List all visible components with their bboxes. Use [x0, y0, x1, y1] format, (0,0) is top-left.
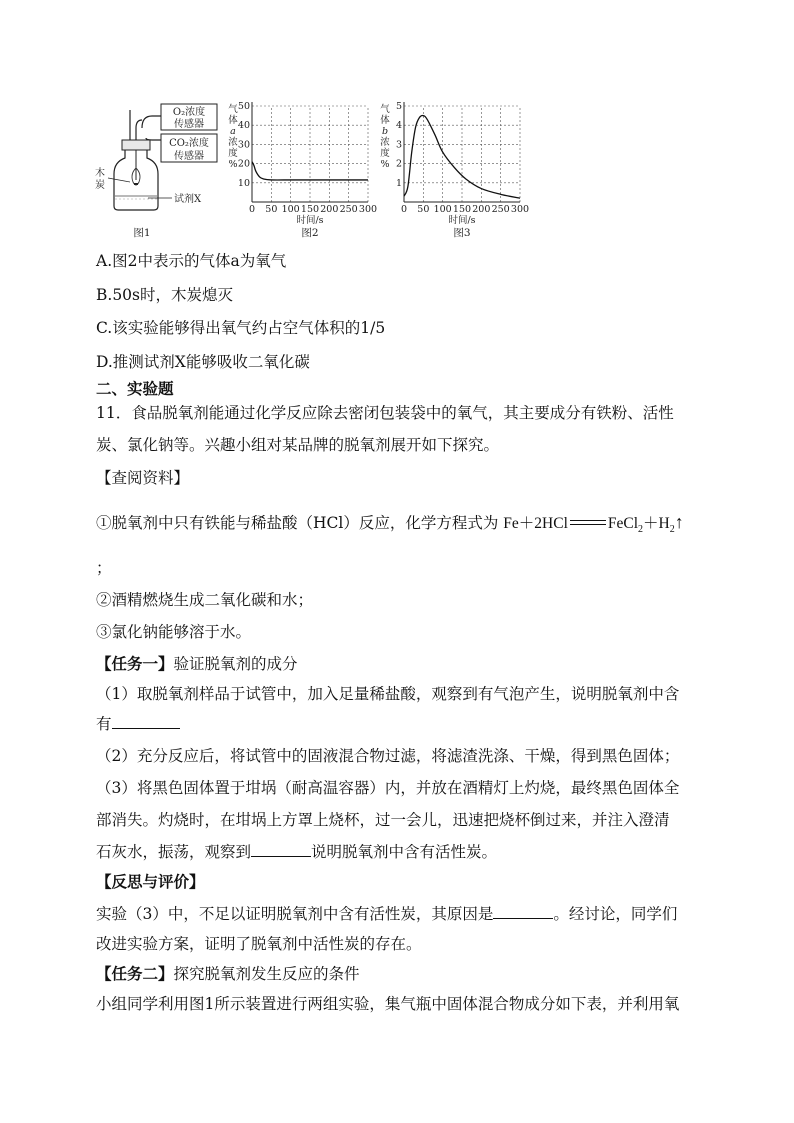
chart3-x-tick-label: 0 — [400, 204, 408, 215]
answer-blank-3[interactable] — [493, 904, 553, 919]
info-item-1-end: ； — [96, 559, 112, 577]
chart2-y-tick-label: 30 — [237, 139, 250, 151]
chart3-x-tick-label: 300 — [510, 204, 530, 215]
info-item-2: ②酒精燃烧生成二氧化碳和水； — [96, 591, 314, 609]
reagent-x-label: 试剂X — [174, 194, 202, 205]
task-1-tag: 【任务一】 — [96, 654, 174, 673]
figure-2-chart — [228, 101, 377, 239]
chart3-x-tick-label: 150 — [452, 204, 472, 215]
info-heading: 【查阅资料】 — [96, 469, 190, 487]
chart2-y-label-char: 度 — [228, 148, 238, 159]
option-c[interactable]: C.该实验能够得出氧气约占空气体积的1/5 — [96, 319, 386, 337]
chart3-y-tick-label: 4 — [395, 120, 402, 132]
equation-sub-2: 2 — [669, 524, 675, 536]
chart3-y-label-char: 气 — [380, 104, 390, 115]
chart3-y-label-char: 浓 — [380, 137, 390, 148]
option-d[interactable]: D.推测试剂X能够吸收二氧化碳 — [96, 353, 310, 371]
reflect-heading: 【反思与评价】 — [96, 872, 205, 891]
step-3-line-3 — [96, 842, 497, 862]
charcoal-label-2: 炭 — [95, 180, 105, 191]
chart3-x-tick-label: 50 — [417, 204, 430, 215]
option-a[interactable]: A.图2中表示的气体a为氧气 — [96, 252, 287, 270]
equation-product-1: FeCl — [607, 515, 639, 532]
gas-arrow-icon: ↑ — [674, 512, 684, 532]
chart2-y-tick-label: 40 — [237, 120, 250, 132]
task-2-heading — [96, 964, 360, 984]
chart2-y-label-char: 气 — [228, 104, 238, 115]
co2-sensor-label-1: CO₂浓度 — [169, 138, 209, 149]
chart3-y-tick-label: 2 — [395, 158, 402, 170]
task-2-title: 探究脱氧剂发生反应的条件 — [173, 965, 360, 983]
chart2-y-label-char: 体 — [228, 115, 238, 126]
figure-3-chart — [380, 101, 529, 239]
chart2-y-label-char: 浓 — [228, 137, 238, 148]
equation-product-2: ＋H — [643, 515, 670, 532]
chart2-y-tick-label: 50 — [237, 101, 250, 112]
task-1-title: 验证脱氧剂的成分 — [173, 655, 298, 673]
step-1-line-1: （1）取脱氧剂样品于试管中，加入足量稀盐酸，观察到有气泡产生，说明脱氧剂中含 — [96, 685, 680, 703]
equation-equals — [570, 520, 606, 525]
chart2-y-tick-label: 20 — [237, 158, 250, 170]
reflect-line-1 — [96, 904, 677, 924]
info-item-3: ③氯化钠能够溶于水。 — [96, 623, 252, 641]
chart2-caption: 图2 — [301, 227, 319, 239]
task-1-heading — [96, 654, 298, 674]
chart2-x-tick-label: 150 — [300, 204, 320, 215]
chart2-x-tick-label: 200 — [320, 204, 339, 215]
chart3-x-label: 时间/s — [448, 215, 476, 226]
chart3-y-tick-label: 5 — [395, 101, 402, 112]
option-b[interactable]: B.50s时，木炭熄灭 — [96, 286, 233, 304]
step-3-line-1: （3）将黑色固体置于坩埚（耐高温容器）内，并放在酒精灯上灼烧，最终黑色固体全 — [96, 779, 680, 797]
chart2-x-tick-label: 100 — [281, 204, 300, 215]
chart3-y-label-char: 度 — [380, 148, 390, 159]
chart3-y-label-char: b — [381, 126, 389, 137]
step-1-prefix: 有 — [96, 715, 112, 733]
chart3-x-tick-label: 250 — [491, 204, 510, 215]
chart2-y-tick-label: 10 — [237, 177, 250, 189]
q11-intro-2: 炭、氯化钠等。兴趣小组对某品牌的脱氧剂展开如下探究。 — [96, 436, 500, 454]
chart3-caption: 图3 — [453, 227, 471, 239]
reflect-text-b: 。经讨论，同学们 — [553, 905, 678, 923]
step-3-text-b: 说明脱氧剂中含有活性炭。 — [311, 843, 498, 861]
q11-intro-1: 11．食品脱氧剂能通过化学反应除去密闭包装袋中的氧气，其主要成分有铁粉、活性 — [96, 404, 674, 422]
task-2-line-1: 小组同学利用图1所示装置进行两组实验，集气瓶中固体混合物成分如下表，并利用氧 — [96, 995, 680, 1013]
equation-reactants: Fe＋2HCl — [503, 515, 568, 532]
chart2-x-tick-label: 300 — [358, 204, 378, 215]
figure-row — [90, 98, 530, 240]
chemical-equation — [503, 512, 684, 536]
info-item-1 — [96, 512, 684, 540]
step-1-line-2 — [96, 714, 180, 734]
equation-sub-1: 2 — [638, 524, 644, 536]
chart3-y-label-char: % — [380, 159, 390, 170]
reflect-line-2: 改进实验方案，证明了脱氧剂中活性炭的存在。 — [96, 935, 422, 953]
step-2: （2）充分反应后，将试管中的固液混合物过滤，将滤渣洗涤、干燥，得到黑色固体； — [96, 747, 680, 765]
o2-sensor-label-1: O₂浓度 — [172, 107, 206, 118]
chart3-y-tick-label: 1 — [395, 177, 402, 189]
task-2-tag: 【任务二】 — [96, 964, 174, 983]
answer-blank-2[interactable] — [251, 842, 311, 857]
o2-sensor-label-2: 传感器 — [174, 119, 204, 130]
reflect-text-a: 实验（3）中，不足以证明脱氧剂中含有活性炭，其原因是 — [96, 905, 494, 923]
chart3-x-tick-label: 200 — [472, 204, 491, 215]
chart2-x-tick-label: 50 — [265, 204, 278, 215]
co2-sensor-label-2: 传感器 — [174, 151, 204, 162]
bottle-stopper — [122, 140, 150, 150]
chart2-x-tick-label: 0 — [248, 204, 256, 215]
chart2-y-label-char: % — [228, 159, 238, 170]
chart3-y-label-char: 体 — [380, 115, 390, 126]
chart2-y-label-char: a — [230, 126, 236, 137]
chart2-x-tick-label: 250 — [339, 204, 358, 215]
info-item-1-text: ①脱氧剂中只有铁能与稀盐酸（HCl）反应，化学方程式为 — [96, 514, 499, 532]
figure-1-caption: 图1 — [133, 227, 151, 239]
section-title: 二、实验题 — [96, 379, 174, 398]
charcoal-label-1: 木 — [95, 168, 105, 179]
chart3-x-tick-label: 100 — [433, 204, 452, 215]
chart3-y-tick-label: 3 — [395, 139, 402, 151]
step-3-line-2: 部消失。灼烧时，在坩埚上方罩上烧杯，过一会儿，迅速把烧杯倒过来，并注入澄清 — [96, 811, 670, 829]
chart2-x-label: 时间/s — [296, 215, 324, 226]
step-3-text-a: 石灰水，振荡，观察到 — [96, 843, 252, 861]
figure-1-apparatus — [95, 104, 217, 239]
answer-blank-1[interactable] — [112, 714, 180, 729]
